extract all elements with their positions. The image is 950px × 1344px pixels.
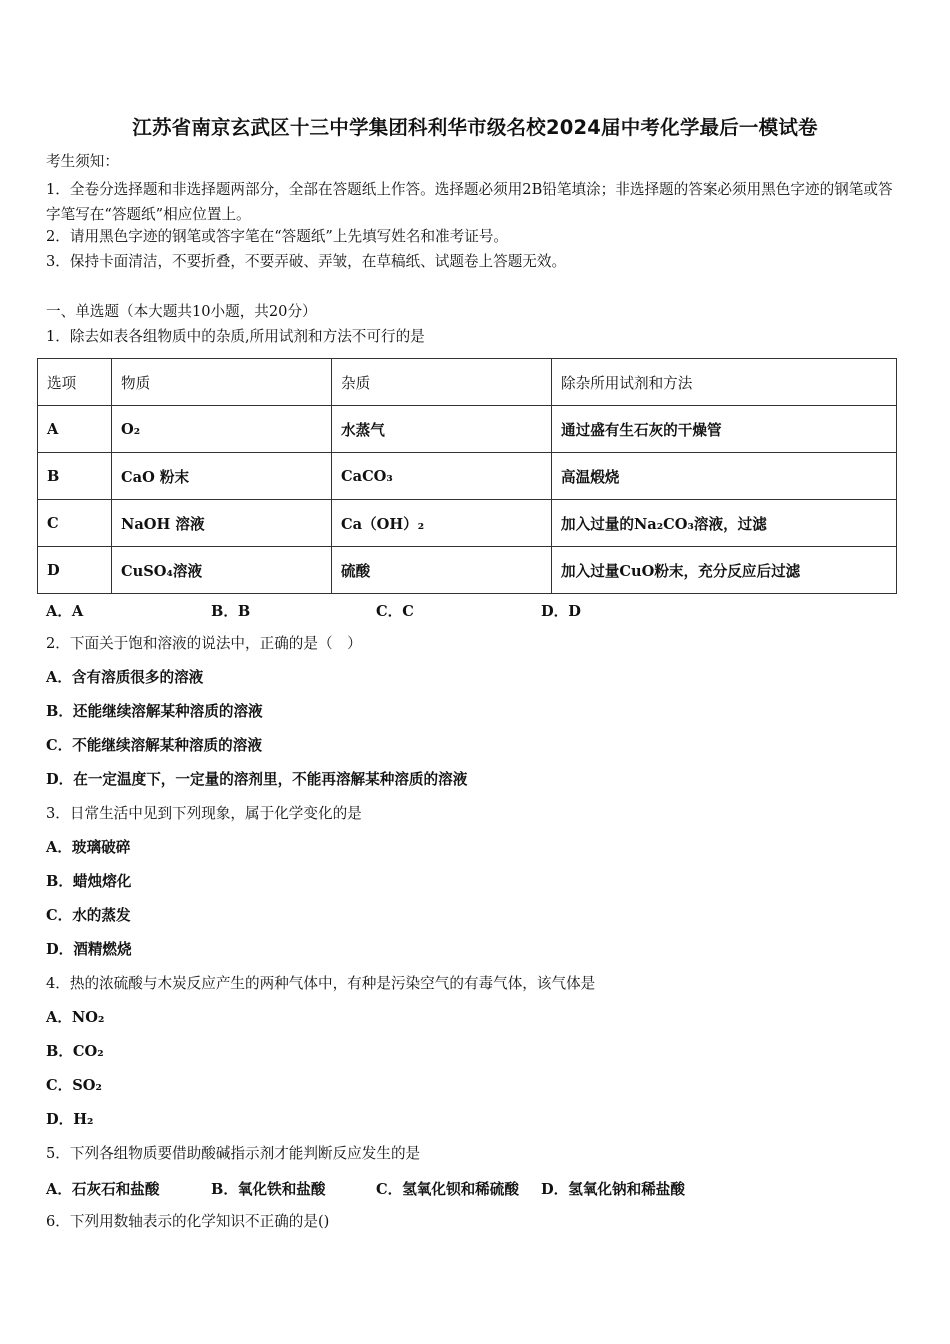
- question-4-stem: 4．热的浓硫酸与木炭反应产生的两种气体中，有种是污染空气的有毒气体，该气体是: [46, 975, 596, 992]
- question-1-stem: 1．除去如表各组物质中的杂质,所用试剂和方法不可行的是: [46, 328, 425, 345]
- choice-b: B．B: [211, 603, 251, 620]
- table-cell-impurity: 水蒸气: [332, 406, 552, 453]
- question-4-option-b: B．CO₂: [46, 1043, 104, 1060]
- choice-a: A．A: [46, 603, 84, 620]
- table-cell-method: 加入过量的Na₂CO₃溶液，过滤: [552, 500, 897, 547]
- table-cell-method: 高温煅烧: [552, 453, 897, 500]
- question-5-option-d: D．氢氧化钠和稀盐酸: [541, 1181, 686, 1198]
- question-4-option-c: C．SO₂: [46, 1077, 102, 1094]
- question-2-option-d: D．在一定温度下，一定量的溶剂里，不能再溶解某种溶质的溶液: [46, 771, 468, 788]
- table-row: [38, 500, 897, 547]
- choice-d: D．D: [541, 603, 581, 620]
- table-header-cell: 物质: [112, 359, 332, 406]
- question-3-option-a: A．玻璃破碎: [46, 839, 131, 856]
- table-cell-impurity: Ca（OH）₂: [332, 500, 552, 547]
- question-3-option-c: C．水的蒸发: [46, 907, 131, 924]
- question-4-option-a: A．NO₂: [46, 1009, 105, 1026]
- table-header-cell: 选项: [38, 359, 112, 406]
- table-row: [38, 406, 897, 453]
- question-6-stem: 6．下列用数轴表示的化学知识不正确的是(): [46, 1213, 330, 1230]
- question-2-option-c: C．不能继续溶解某种溶质的溶液: [46, 737, 262, 754]
- notice-item-2: 2．请用黑色字迹的钢笔或答字笔在“答题纸”上先填写姓名和准考证号。: [46, 228, 509, 245]
- table-cell-option: B: [38, 453, 112, 500]
- question-3-option-d: D．酒精燃烧: [46, 941, 132, 958]
- table-cell-impurity: 硫酸: [332, 547, 552, 594]
- question-2-stem: 2．下面关于饱和溶液的说法中，正确的是（ ）: [46, 635, 362, 652]
- question-5-stem: 5．下列各组物质要借助酸碱指示剂才能判断反应发生的是: [46, 1145, 421, 1162]
- table-header-cell: 杂质: [332, 359, 552, 406]
- table-cell-substance: CuSO₄溶液: [112, 547, 332, 594]
- table-cell-substance: O₂: [112, 406, 332, 453]
- table-cell-impurity: CaCO₃: [332, 453, 552, 500]
- table-header-row: [38, 359, 897, 406]
- question-3-stem: 3．日常生活中见到下列现象，属于化学变化的是: [46, 805, 362, 822]
- table-cell-substance: NaOH 溶液: [112, 500, 332, 547]
- table-cell-option: C: [38, 500, 112, 547]
- question-2-option-a: A．含有溶质很多的溶液: [46, 669, 204, 686]
- table-cell-option: D: [38, 547, 112, 594]
- question-5-option-b: B．氧化铁和盐酸: [211, 1181, 326, 1198]
- section-heading: 一、单选题（本大题共10小题，共20分）: [46, 303, 317, 320]
- choice-c: C．C: [376, 603, 414, 620]
- table-cell-option: A: [38, 406, 112, 453]
- question-1-table: [37, 358, 897, 594]
- question-3-option-b: B．蜡烛熔化: [46, 873, 132, 890]
- table-cell-method: 加入过量CuO粉末，充分反应后过滤: [552, 547, 897, 594]
- question-5-option-a: A．石灰石和盐酸: [46, 1181, 160, 1198]
- table-cell-method: 通过盛有生石灰的干燥管: [552, 406, 897, 453]
- page-title: 江苏省南京玄武区十三中学集团科利华市级名校2024届中考化学最后一模试卷: [132, 116, 818, 139]
- question-5-option-c: C．氢氧化钡和稀硫酸: [376, 1181, 519, 1198]
- table-header-cell: 除杂所用试剂和方法: [552, 359, 897, 406]
- table-row: [38, 453, 897, 500]
- question-2-option-b: B．还能继续溶解某种溶质的溶液: [46, 703, 263, 720]
- notice-item-3: 3．保持卡面清洁，不要折叠，不要弄破、弄皱，在草稿纸、试题卷上答题无效。: [46, 253, 567, 270]
- notice-item-1: 1．全卷分选择题和非选择题两部分，全部在答题纸上作答。选择题必须用2B铅笔填涂；非选择题的答案必须用黑色字迹的钢笔或答字笔写在“答题纸”相应位置上。: [46, 181, 893, 223]
- table-cell-substance: CaO 粉末: [112, 453, 332, 500]
- notice-heading: 考生须知：: [46, 153, 119, 170]
- table-row: [38, 547, 897, 594]
- question-4-option-d: D．H₂: [46, 1111, 94, 1128]
